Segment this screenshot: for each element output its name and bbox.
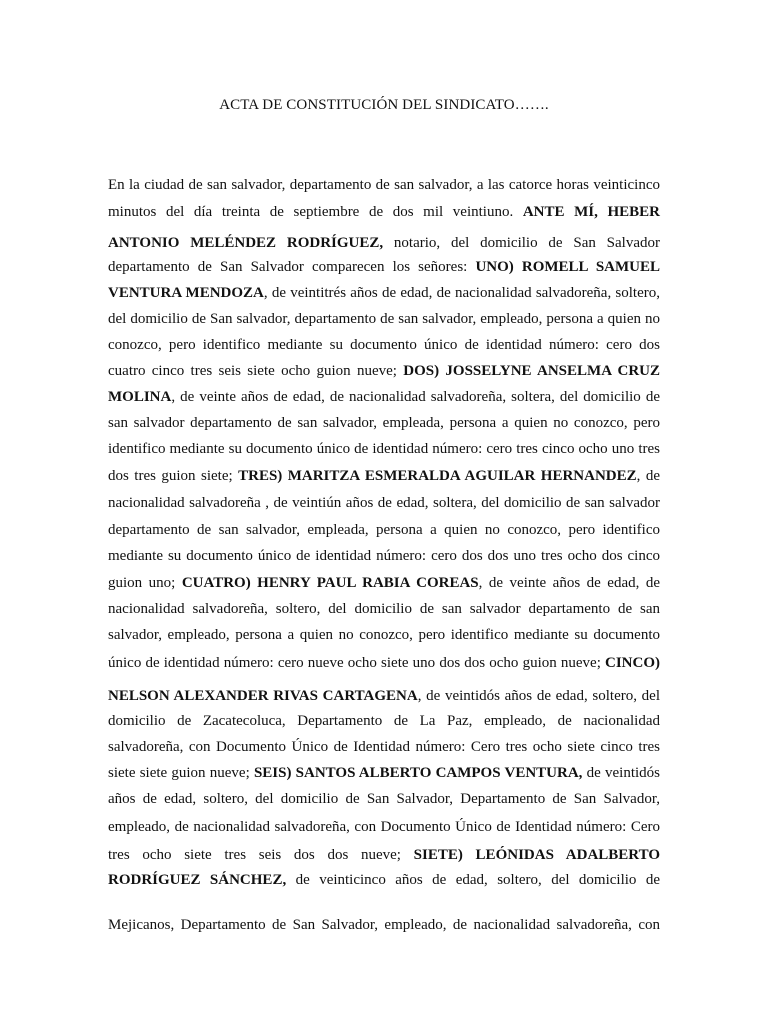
document-line <box>108 871 660 889</box>
text-segment: cuatro cinco tres seis siete ocho guion nueve; <box>108 363 404 379</box>
text-segment: nacionalidad salvadoreña, soltero, del domicilio de san salvador departamento de san <box>108 601 660 617</box>
text-segment: conozco, pero identifico mediante su documento único de identidad número: cero dos <box>108 337 660 353</box>
document-line <box>108 626 660 644</box>
text-segment: , de veinte años de edad, de <box>478 575 661 591</box>
bold-text-segment: DOS) JOSSELYNE ANSELMA CRUZ <box>403 363 660 379</box>
document-line <box>108 440 660 458</box>
text-segment: En la ciudad de san salvador, departamento de san salvador, a las catorce horas veinticinco <box>108 177 660 193</box>
text-segment: guion uno; <box>108 575 182 591</box>
bold-text-segment: UNO) ROMELL SAMUEL <box>475 259 660 275</box>
bold-text-segment: ANTE MÍ, HEBER <box>522 204 660 220</box>
document-line <box>108 310 660 328</box>
text-segment: identifico mediante su documento único de identidad número: cero tres cinco ocho uno tres <box>108 441 660 457</box>
document-line <box>108 846 660 864</box>
document-line <box>108 362 660 380</box>
bold-text-segment: VENTURA MENDOZA <box>108 285 264 301</box>
document-line <box>108 547 660 565</box>
text-segment: único de identidad número: cero nueve ocho siete uno dos dos ocho guion nueve; <box>108 655 605 671</box>
document-line <box>108 414 660 432</box>
text-segment: , de veintitrés años de edad, de nacionalidad salvadoreña, soltero, <box>263 285 660 301</box>
document-line <box>108 494 660 512</box>
document-line <box>108 764 660 782</box>
document-line <box>108 654 660 672</box>
document-line <box>108 284 660 302</box>
text-segment: , de <box>636 468 660 484</box>
text-segment: minutos del día treinta de septiembre de dos mil veintiuno. <box>108 204 523 220</box>
text-segment: empleado, de nacionalidad salvadoreña, con Documento Único de Identidad número: Cero <box>108 819 660 835</box>
document-line <box>108 388 660 406</box>
document-line <box>108 203 660 221</box>
text-segment: mediante su documento único de identidad número: cero dos dos uno tres ocho dos cinco <box>108 548 660 564</box>
text-segment: , de veinte años de edad, de nacionalidad salvadoreña, soltera, del domicilio de <box>171 389 660 405</box>
text-segment: de veinticinco años de edad, soltero, del domicilio de <box>286 872 661 888</box>
document-line <box>108 467 660 485</box>
text-segment: domicilio de Zacatecoluca, Departamento de La Paz, empleado, de nacionalidad <box>108 713 660 729</box>
document-line <box>108 574 660 592</box>
text-segment: de veintidós <box>582 765 660 781</box>
document-line <box>108 687 660 705</box>
text-segment: san salvador departamento de san salvador, empleada, persona a quien no conozco, pero <box>108 415 660 431</box>
document-line <box>108 234 660 252</box>
document-line <box>108 738 660 756</box>
bold-text-segment: MOLINA <box>108 389 172 405</box>
text-segment: dos tres guion siete; <box>108 468 239 484</box>
text-segment: Mejicanos, Departamento de San Salvador, empleado, de nacionalidad salvadoreña, con <box>108 917 660 933</box>
text-segment: salvador, empleado, persona a quien no conozco, pero identifico mediante su documento <box>108 627 660 643</box>
text-segment: nacionalidad salvadoreña , de veintiún años de edad, soltera, del domicilio de san salvador <box>108 495 660 511</box>
document-line <box>108 818 660 836</box>
text-segment: , de veintidós años de edad, soltero, del <box>417 688 660 704</box>
text-segment: años de edad, soltero, del domicilio de San Salvador, Departamento de San Salvador, <box>108 791 660 807</box>
text-segment: departamento de San Salvador comparecen los señores: <box>108 259 476 275</box>
text-segment: tres ocho siete tres seis dos dos nueve; <box>108 847 414 863</box>
document-line <box>108 336 660 354</box>
document-line <box>108 176 660 194</box>
text-segment: notario, del domicilio de San Salvador <box>383 235 660 251</box>
bold-text-segment: NELSON ALEXANDER RIVAS CARTAGENA <box>108 688 418 704</box>
document-line <box>108 790 660 808</box>
document-line <box>108 258 660 276</box>
text-segment: siete siete guion nueve; <box>108 765 254 781</box>
document-line <box>108 600 660 618</box>
bold-text-segment: CINCO) <box>605 655 660 671</box>
document-line <box>108 521 660 539</box>
bold-text-segment: SEIS) SANTOS ALBERTO CAMPOS VENTURA, <box>253 765 583 781</box>
bold-text-segment: SIETE) LEÓNIDAS ADALBERTO <box>413 847 660 863</box>
bold-text-segment: RODRÍGUEZ SÁNCHEZ, <box>108 872 287 888</box>
text-segment: del domicilio de San salvador, departamento de san salvador, empleado, persona a quien no <box>108 311 660 327</box>
text-segment: departamento de san salvador, empleada, persona a quien no conozco, pero identifico <box>108 522 660 538</box>
text-segment: salvadoreña, con Documento Único de Identidad número: Cero tres ocho siete cinco tres <box>108 739 660 755</box>
document-title: ACTA DE CONSTITUCIÓN DEL SINDICATO……. <box>219 97 549 113</box>
bold-text-segment: CUATRO) HENRY PAUL RABIA COREAS <box>181 575 479 591</box>
bold-text-segment: ANTONIO MELÉNDEZ RODRÍGUEZ, <box>108 235 384 251</box>
document-line <box>108 916 660 934</box>
bold-text-segment: TRES) MARITZA ESMERALDA AGUILAR HERNANDEZ <box>238 468 637 484</box>
document-line <box>108 712 660 730</box>
